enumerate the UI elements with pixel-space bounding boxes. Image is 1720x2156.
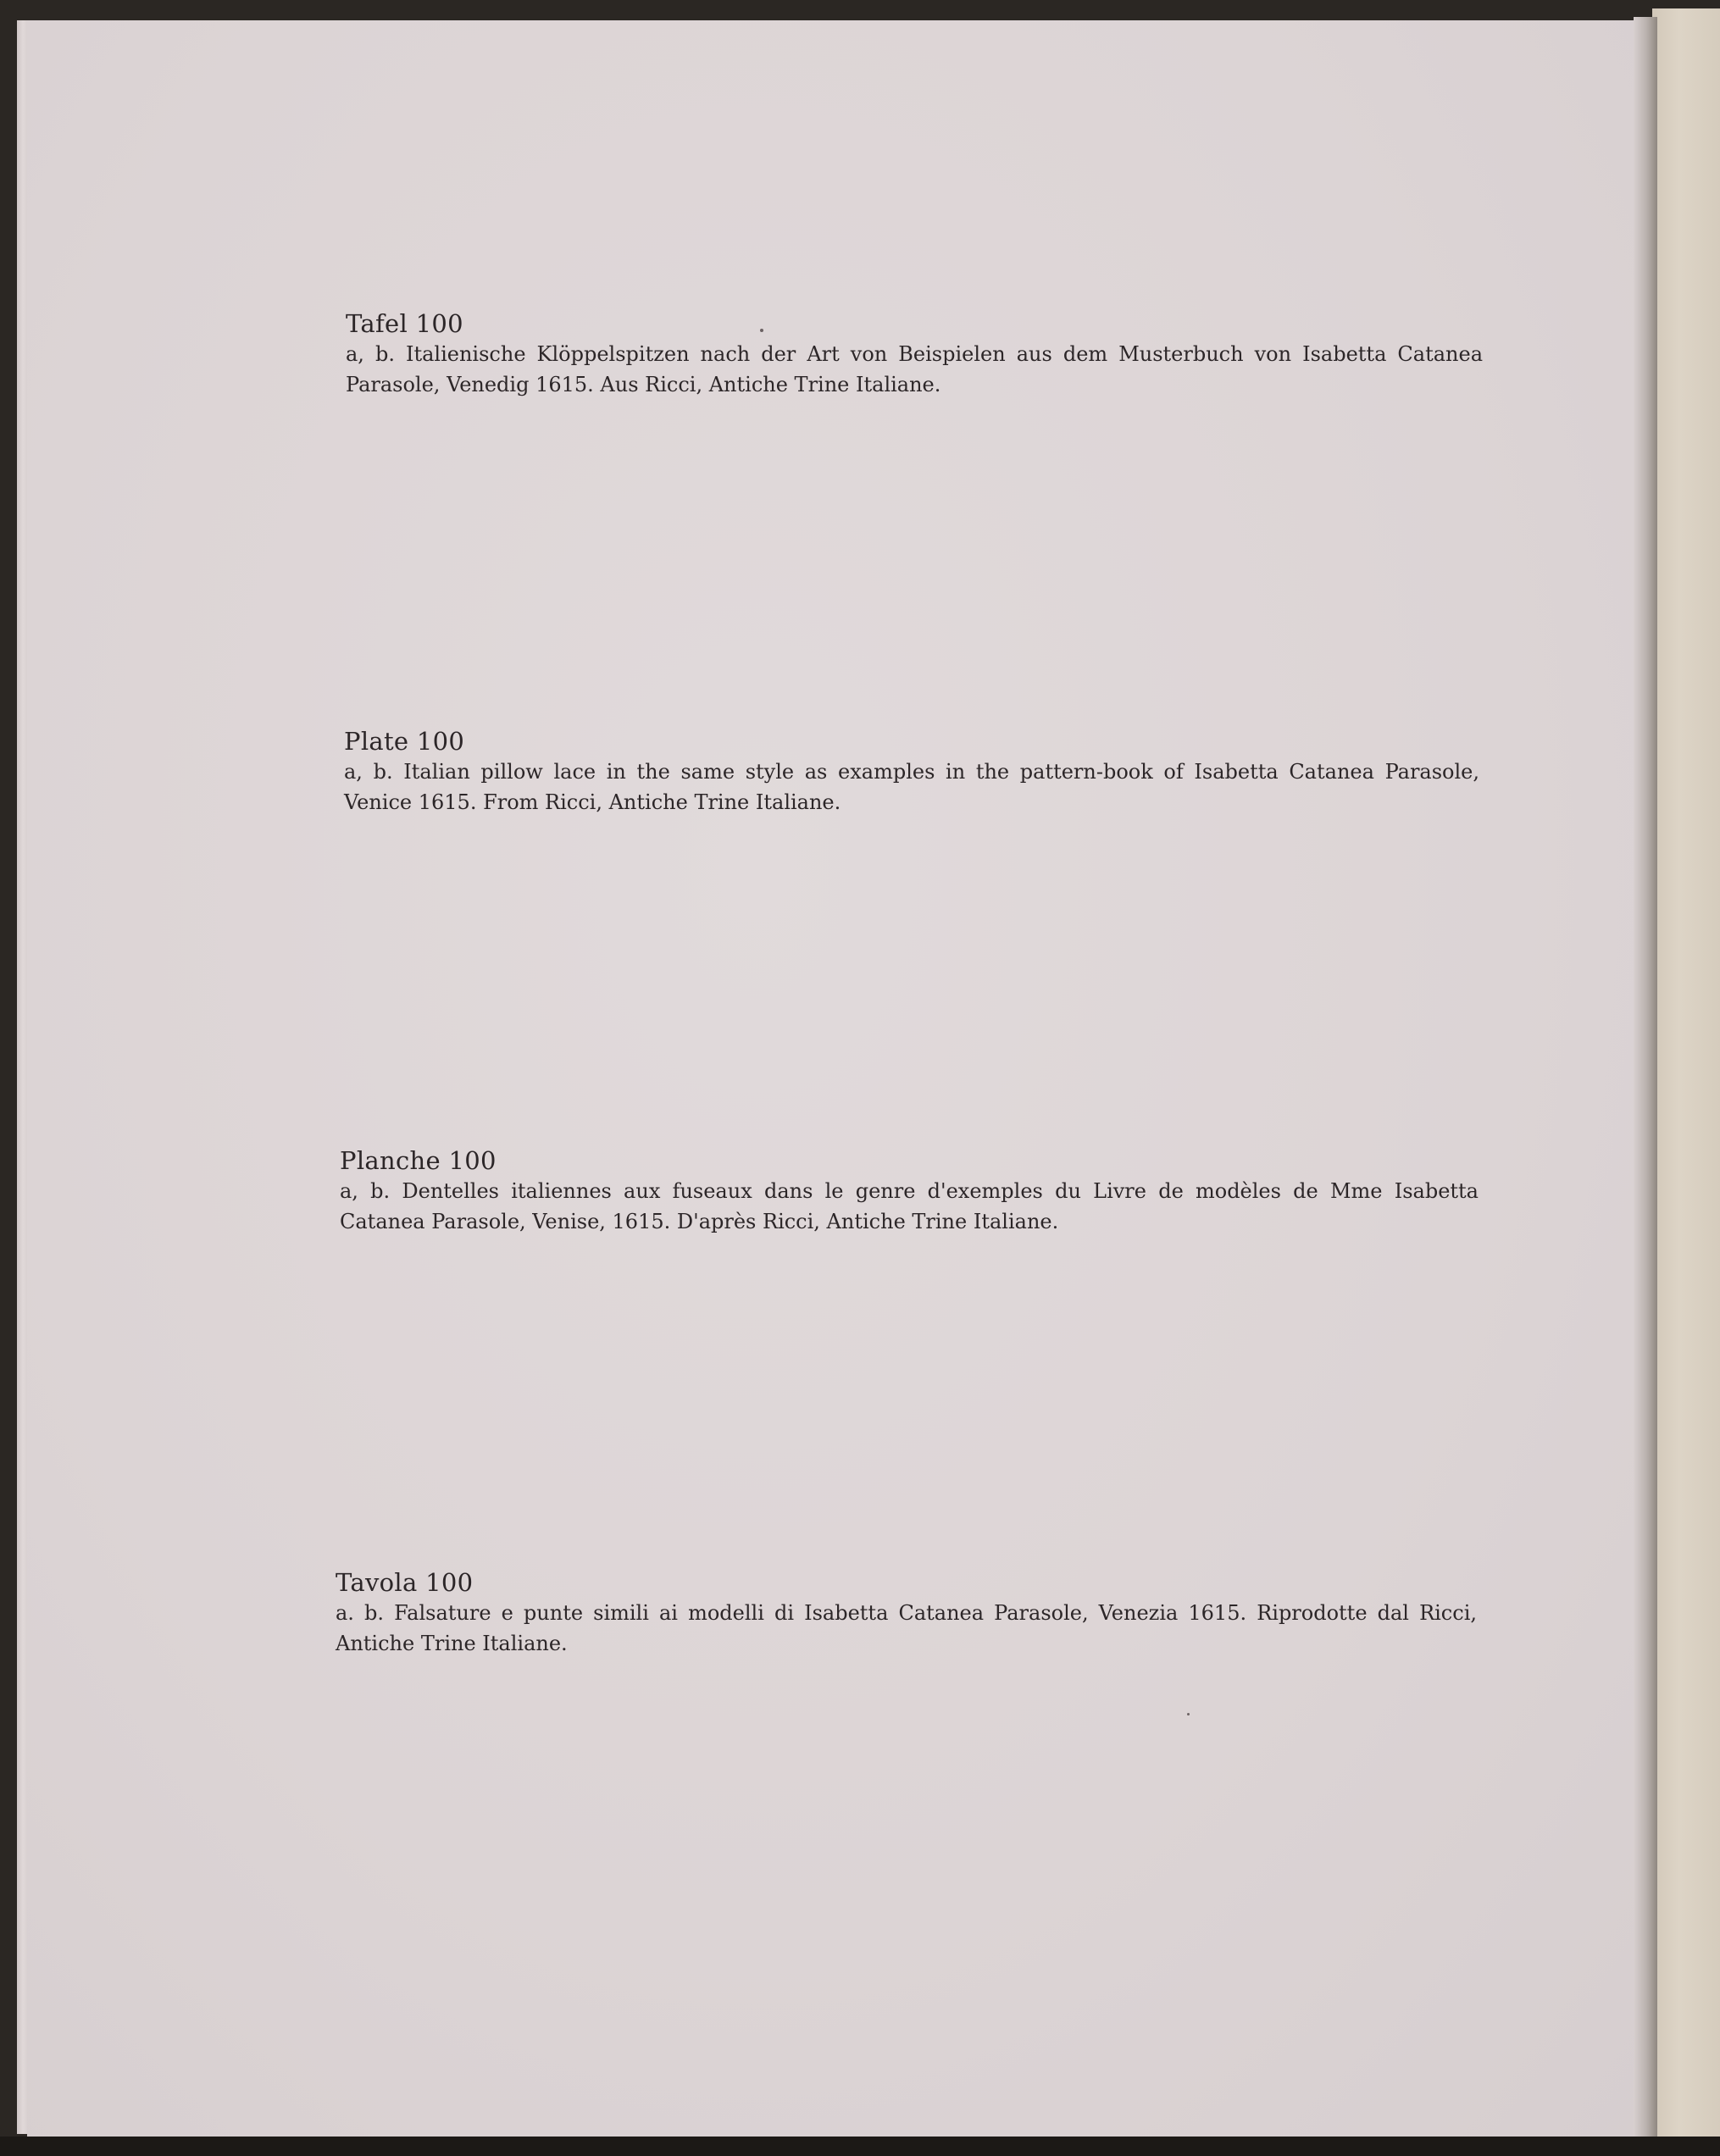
caption-line: a, b. Italienische Klöppelspitzen nach der Art von Beispielen aus dem Musterbuch von Isabetta Catanea [346,342,1483,366]
caption-heading: Planche 100 [340,1146,497,1175]
caption-heading: Plate 100 [344,727,465,756]
caption-italian [336,1567,1477,1659]
caption-heading: Tafel 100 [346,309,463,338]
caption-line: a. b. Falsature e punte simili ai modelli di Isabetta Catanea Parasole, Venezia 1615. Riprodotte dal Ricci, [336,1601,1477,1625]
caption-line: Antiche Trine Italiane. [336,1632,568,1655]
scan-background [0,2137,1720,2156]
caption-line: Venice 1615. From Ricci, Antiche Trine Italiane. [344,790,841,814]
caption-line: Parasole, Venedig 1615. Aus Ricci, Antiche Trine Italiane. [346,373,941,396]
caption-english [344,726,1479,818]
caption-line: Catanea Parasole, Venise, 1615. D'après Ricci, Antiche Trine Italiane. [340,1210,1059,1233]
caption-german [346,308,1483,400]
book-gutter [1634,17,1657,2139]
caption-french [340,1145,1479,1237]
paper-speck [1187,1713,1190,1715]
caption-line: a, b. Italian pillow lace in the same style as examples in the pattern-book of Isabetta Catanea Parasole, [344,760,1479,784]
caption-heading: Tavola 100 [336,1568,474,1597]
caption-line: a, b. Dentelles italiennes aux fuseaux dans le genre d'exemples du Livre de modèles de Mme Isabetta [340,1179,1479,1203]
facing-page-edge [1652,8,1720,2139]
